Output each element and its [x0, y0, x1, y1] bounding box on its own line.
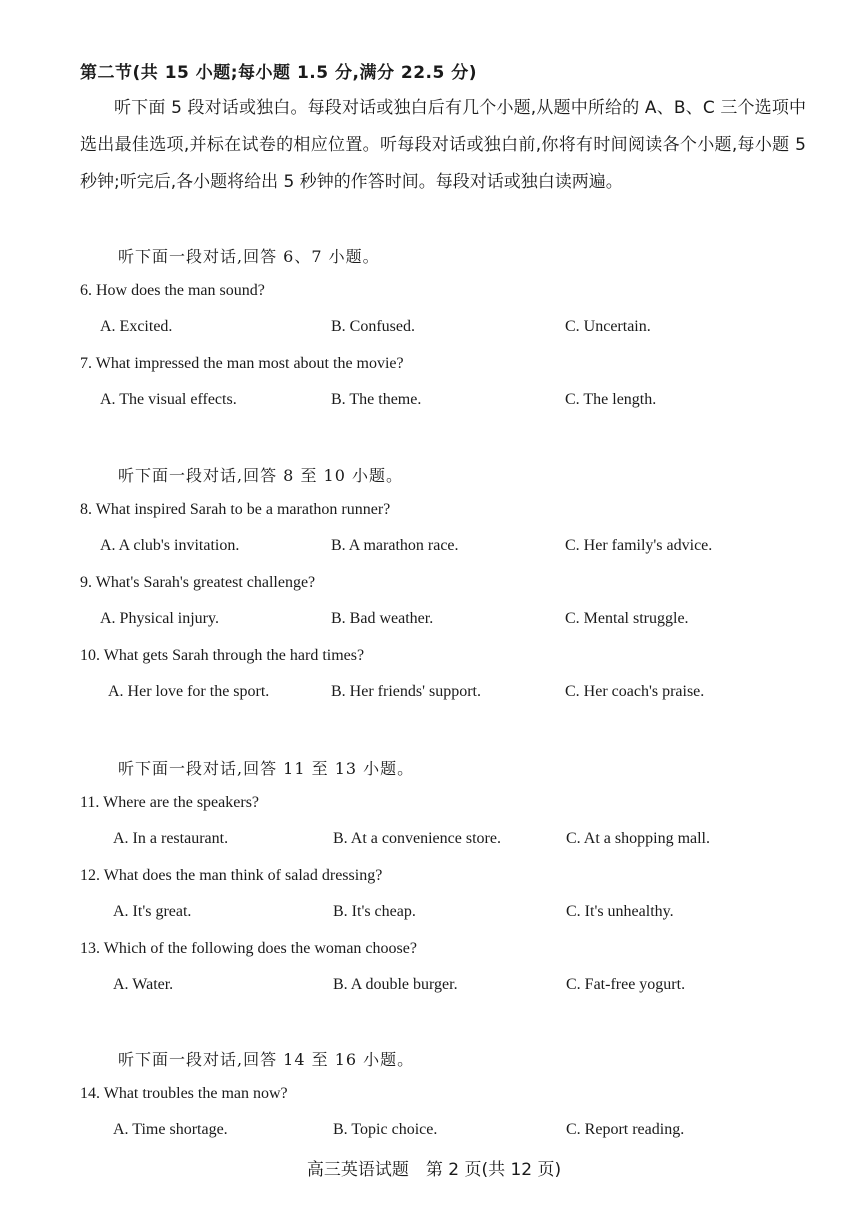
- option-c: C. It's unhealthy.: [566, 903, 674, 920]
- question-8: 8. What inspired Sarah to be a marathon runner?: [80, 501, 391, 518]
- option-b: B. The theme.: [331, 391, 422, 408]
- question-14: 14. What troubles the man now?: [80, 1085, 288, 1102]
- option-a: A. Physical injury.: [100, 610, 219, 627]
- option-a: A. Time shortage.: [113, 1121, 228, 1138]
- option-b: B. Topic choice.: [333, 1121, 438, 1138]
- option-a: A. Water.: [113, 976, 174, 993]
- dialog-intro: 听下面一段对话,回答 6、7 小题。: [118, 247, 380, 266]
- question-10: 10. What gets Sarah through the hard times?: [80, 647, 365, 664]
- question-6: 6. How does the man sound?: [80, 282, 265, 299]
- option-c: C. Uncertain.: [565, 318, 651, 335]
- option-b: B. Her friends' support.: [331, 683, 481, 700]
- dialog-intro: 听下面一段对话,回答 14 至 16 小题。: [118, 1050, 415, 1069]
- option-b: B. A marathon race.: [331, 537, 459, 554]
- option-b: B. Bad weather.: [331, 610, 434, 627]
- option-a: A. Excited.: [100, 318, 173, 335]
- option-b: B. At a convenience store.: [333, 830, 501, 847]
- option-c: C. Her coach's praise.: [565, 683, 705, 700]
- question-9: 9. What's Sarah's greatest challenge?: [80, 574, 316, 591]
- dialog-intro: 听下面一段对话,回答 11 至 13 小题。: [118, 759, 415, 778]
- option-b: B. It's cheap.: [333, 903, 416, 920]
- option-a: A. A club's invitation.: [100, 537, 240, 554]
- dialog-intro: 听下面一段对话,回答 8 至 10 小题。: [118, 466, 403, 485]
- option-c: C. Mental struggle.: [565, 610, 689, 627]
- option-c: C. The length.: [565, 391, 657, 408]
- option-a: A. The visual effects.: [100, 391, 237, 408]
- option-a: A. Her love for the sport.: [108, 683, 270, 700]
- question-11: 11. Where are the speakers?: [80, 794, 260, 811]
- question-12: 12. What does the man think of salad dressing?: [80, 867, 383, 884]
- option-b: B. A double burger.: [333, 976, 458, 993]
- option-a: A. In a restaurant.: [113, 830, 229, 847]
- page-footer: 高三英语试题 第 2 页(共 12 页): [306, 1160, 562, 1180]
- question-13: 13. Which of the following does the woman choose?: [80, 940, 417, 957]
- section-instructions: 听下面 5 段对话或独白。每段对话或独白后有几个小题,从题中所给的 A、B、C 三个选项中选出最佳选项,并标在试卷的相应位置。听每段对话或独白前,你将有时间阅读各个小题,每小题 5 秒钟;听完后,各小题将给出 5 秒钟的作答时间。每段对话或独白读两遍。: [80, 98, 806, 192]
- option-b: B. Confused.: [331, 318, 415, 335]
- option-c: C. Her family's advice.: [565, 537, 713, 554]
- option-c: C. Fat-free yogurt.: [566, 976, 686, 993]
- option-c: C. Report reading.: [566, 1121, 685, 1138]
- question-7: 7. What impressed the man most about the movie?: [80, 355, 404, 372]
- option-a: A. It's great.: [113, 903, 192, 920]
- option-c: C. At a shopping mall.: [566, 830, 710, 847]
- section-title: 第二节(共 15 小题;每小题 1.5 分,满分 22.5 分): [80, 63, 478, 83]
